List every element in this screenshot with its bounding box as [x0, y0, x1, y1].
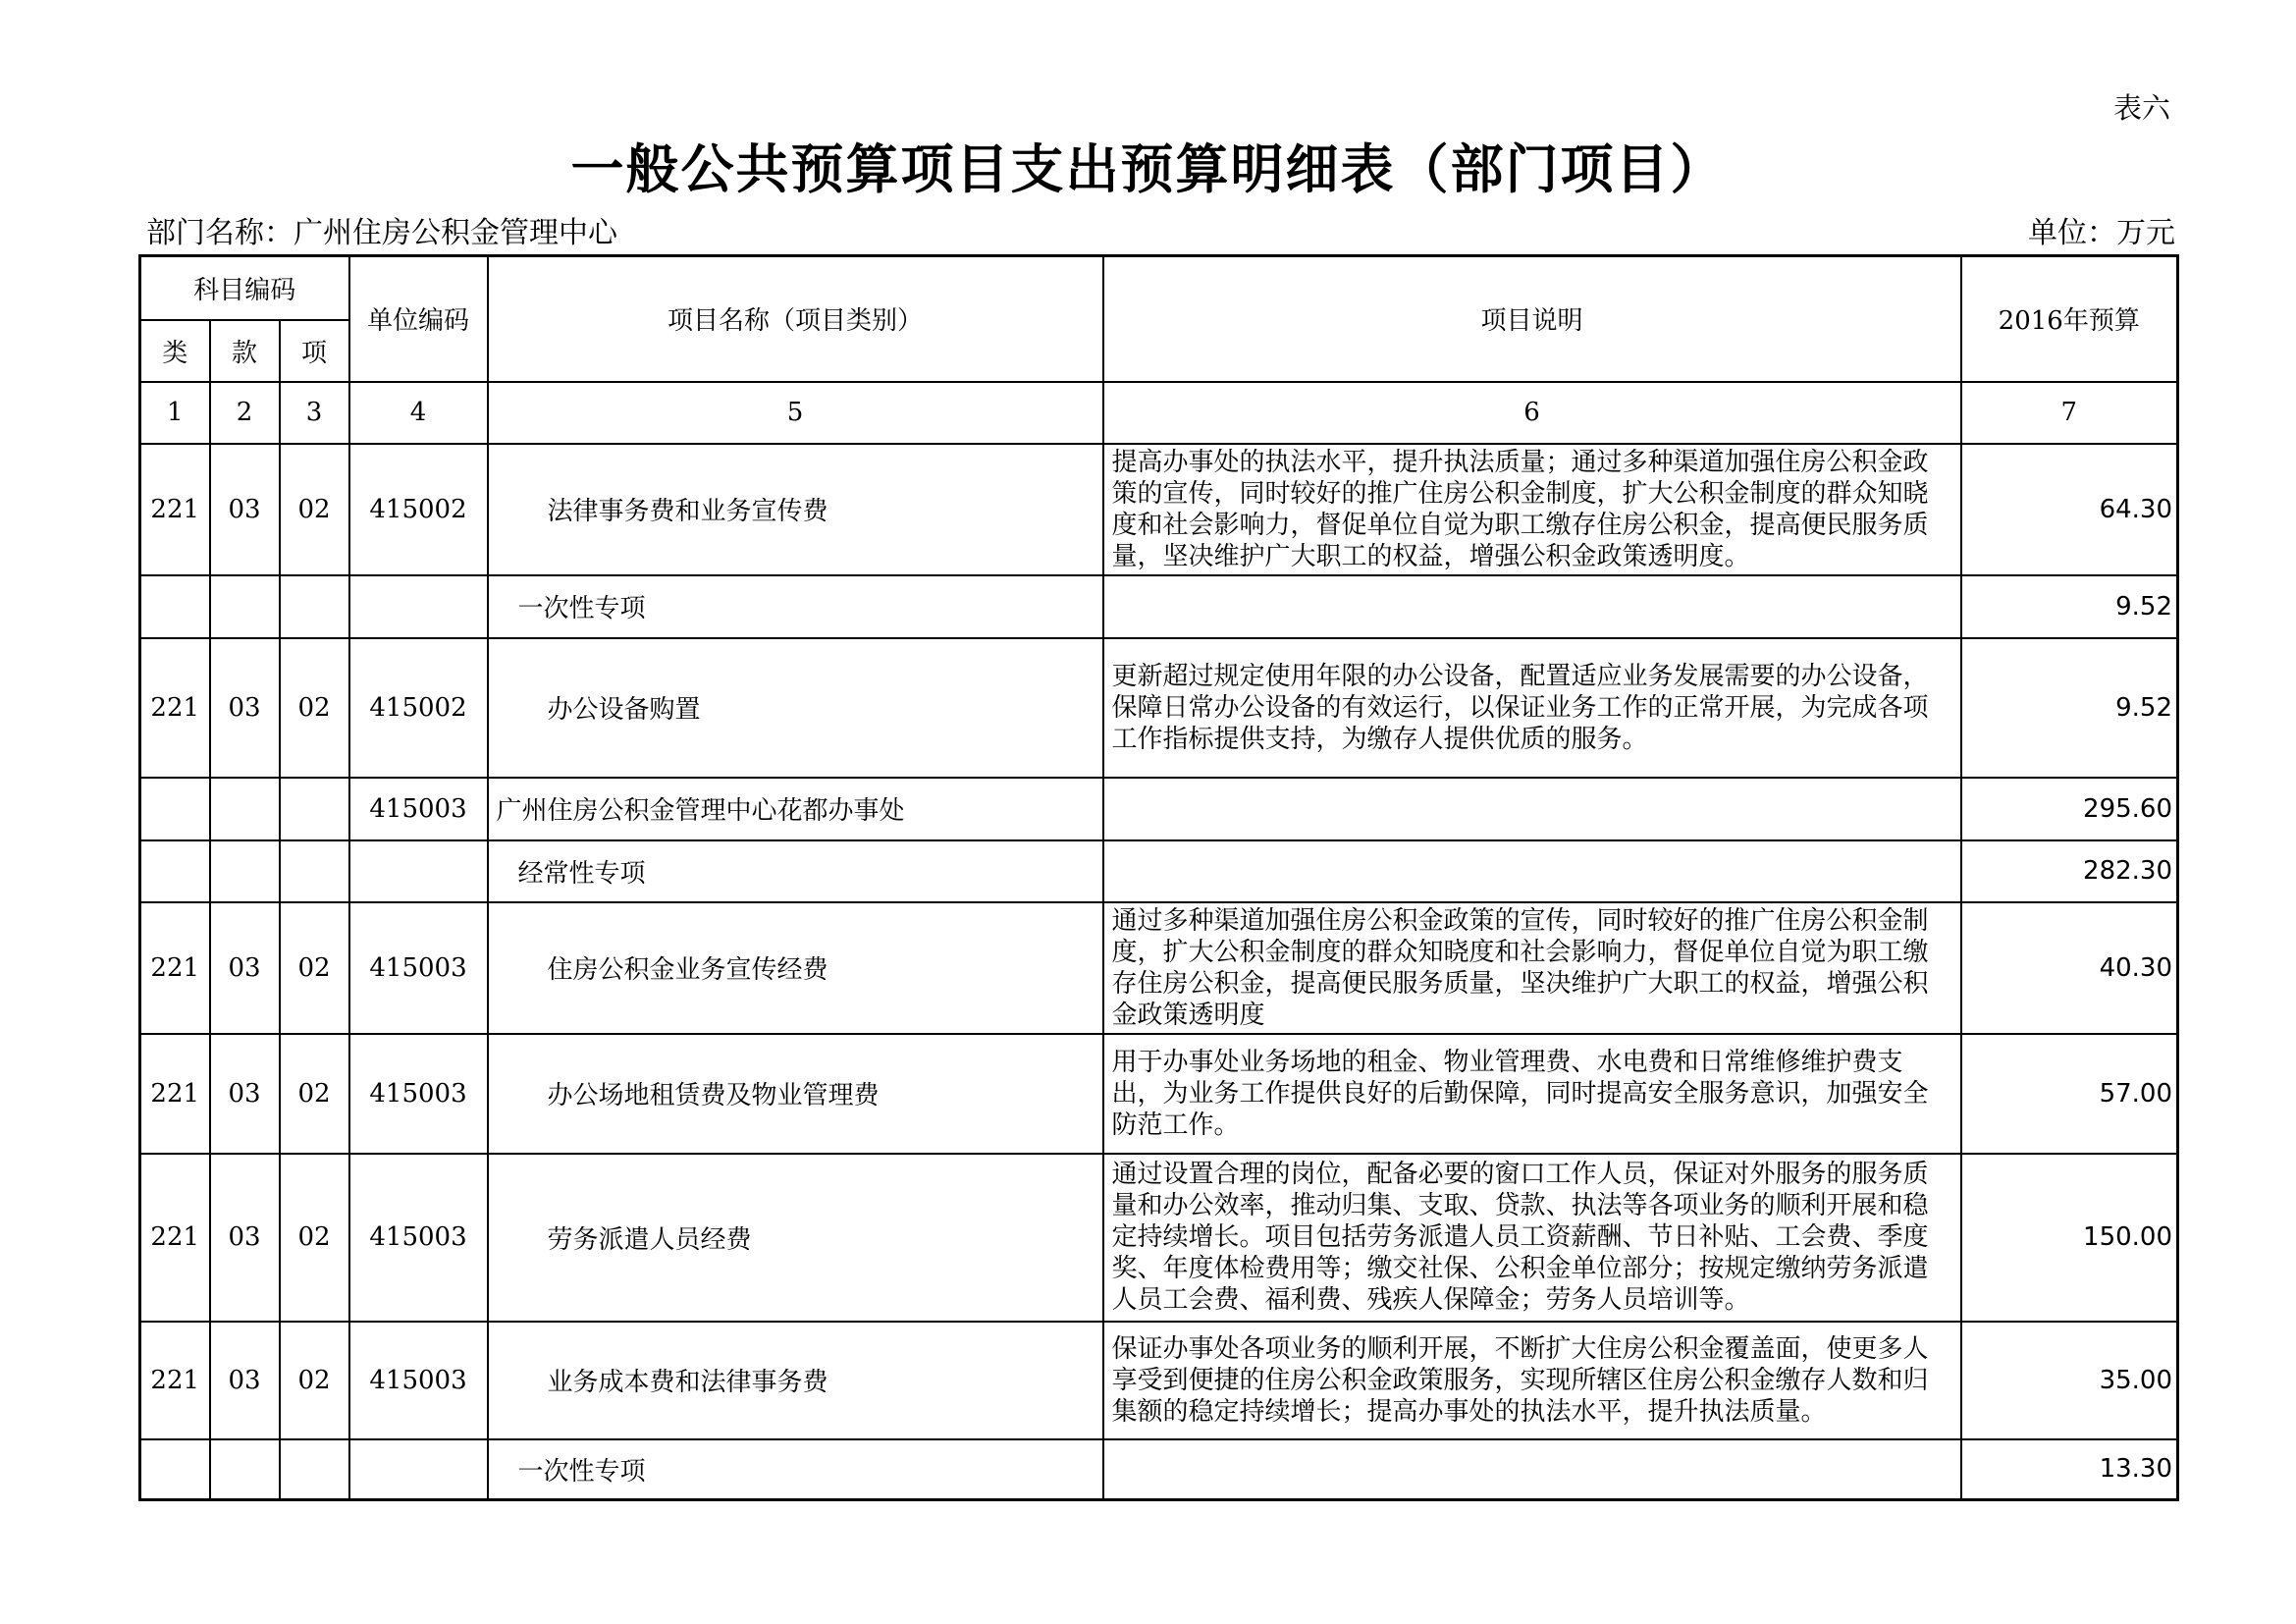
- unit-code-cell: 415002: [349, 444, 488, 575]
- index-cell: 4: [349, 382, 488, 444]
- lei-cell: [140, 575, 210, 638]
- table-row: [140, 575, 2178, 638]
- budget-table: [138, 254, 2179, 1501]
- description-cell: 通过多种渠道加强住房公积金政策的宣传，同时较好的推广住房公积金制度，扩大公积金制度的群众知晓度和社会影响力，督促单位自觉为职工缴存住房公积金，提高便民服务质量，坚决维护广大职工的权益，增强公积金政策透明度: [1103, 902, 1961, 1034]
- description-cell: 通过设置合理的岗位，配备必要的窗口工作人员，保证对外服务的服务质量和办公效率，推动归集、支取、贷款、执法等各项业务的顺利开展和稳定持续增长。项目包括劳务派遣人员工资薪酬、节日补贴、工会费、季度奖、年度体检费用等；缴交社保、公积金单位部分；按规定缴纳劳务派遣人员工会费、福利费、残疾人保障金；劳务人员培训等。: [1103, 1154, 1961, 1322]
- xiang-cell: 02: [280, 638, 349, 778]
- xiang-cell: [280, 840, 349, 902]
- kuan-cell: 03: [210, 1154, 280, 1322]
- xiang-header: 项: [280, 320, 349, 382]
- index-cell: 6: [1103, 382, 1961, 444]
- kuan-cell: [210, 575, 280, 638]
- budget-cell: 57.00: [1961, 1034, 2178, 1154]
- lei-cell: 221: [140, 1034, 210, 1154]
- budget-cell: 9.52: [1961, 575, 2178, 638]
- budget-cell: 282.30: [1961, 840, 2178, 902]
- project-name-cell: 办公场地租赁费及物业管理费: [488, 1034, 1103, 1154]
- xiang-cell: 02: [280, 1322, 349, 1439]
- description-header: 项目说明: [1103, 256, 1961, 382]
- description-cell: 更新超过规定使用年限的办公设备，配置适应业务发展需要的办公设备，保障日常办公设备的有效运行，以保证业务工作的正常开展，为完成各项工作指标提供支持，为缴存人提供优质的服务。: [1103, 638, 1961, 778]
- budget-cell: 13.30: [1961, 1439, 2178, 1500]
- kuan-cell: 03: [210, 1322, 280, 1439]
- unit-code-cell: 415002: [349, 638, 488, 778]
- kuan-cell: [210, 778, 280, 840]
- project-name-header: 项目名称（项目类别）: [488, 256, 1103, 382]
- table-row: [140, 444, 2178, 575]
- index-cell: 2: [210, 382, 280, 444]
- kuan-header: 款: [210, 320, 280, 382]
- table-row: [140, 840, 2178, 902]
- xiang-cell: 02: [280, 444, 349, 575]
- xiang-cell: 02: [280, 902, 349, 1034]
- kuan-cell: [210, 840, 280, 902]
- index-cell: 1: [140, 382, 210, 444]
- kuan-cell: 03: [210, 1034, 280, 1154]
- unit-code-header: 单位编码: [349, 256, 488, 382]
- xiang-cell: 02: [280, 1154, 349, 1322]
- budget-cell: 295.60: [1961, 778, 2178, 840]
- xiang-cell: [280, 575, 349, 638]
- budget-header: 2016年预算: [1961, 256, 2178, 382]
- budget-cell: 9.52: [1961, 638, 2178, 778]
- budget-cell: 150.00: [1961, 1154, 2178, 1322]
- index-cell: 7: [1961, 382, 2178, 444]
- unit-code-cell: 415003: [349, 1322, 488, 1439]
- unit-code-cell: 415003: [349, 778, 488, 840]
- description-cell: 提高办事处的执法水平，提升执法质量；通过多种渠道加强住房公积金政策的宣传，同时较好的推广住房公积金制度，扩大公积金制度的群众知晓度和社会影响力，督促单位自觉为职工缴存住房公积金，提高便民服务质量，坚决维护广大职工的权益，增强公积金政策透明度。: [1103, 444, 1961, 575]
- table-row: [140, 902, 2178, 1034]
- subject-code-header: 科目编码: [140, 256, 349, 320]
- unit-code-cell: 415003: [349, 902, 488, 1034]
- page-title: 一般公共预算项目支出预算明细表（部门项目）: [570, 138, 1726, 200]
- project-category-cell: 经常性专项: [488, 840, 1103, 902]
- lei-cell: 221: [140, 1154, 210, 1322]
- project-name-cell: 业务成本费和法律事务费: [488, 1322, 1103, 1439]
- budget-cell: 64.30: [1961, 444, 2178, 575]
- xiang-cell: [280, 778, 349, 840]
- project-name-cell: 法律事务费和业务宣传费: [488, 444, 1103, 575]
- table-row: [140, 1322, 2178, 1439]
- index-row: [140, 382, 2178, 444]
- table-row: [140, 1439, 2178, 1500]
- lei-cell: 221: [140, 1322, 210, 1439]
- project-category-cell: 一次性专项: [488, 1439, 1103, 1500]
- budget-cell: 35.00: [1961, 1322, 2178, 1439]
- unit-code-cell: [349, 1439, 488, 1500]
- project-category-cell: 一次性专项: [488, 575, 1103, 638]
- unit-code-cell: 415003: [349, 1154, 488, 1322]
- description-cell: 保证办事处各项业务的顺利开展，不断扩大住房公积金覆盖面，使更多人享受到便捷的住房公积金政策服务，实现所辖区住房公积金缴存人数和归集额的稳定持续增长；提高办事处的执法水平，提升执法质量。: [1103, 1322, 1961, 1439]
- xiang-cell: [280, 1439, 349, 1500]
- kuan-cell: 03: [210, 638, 280, 778]
- department-name: 部门名称：广州住房公积金管理中心: [146, 216, 617, 250]
- budget-cell: 40.30: [1961, 902, 2178, 1034]
- unit-label: 单位：万元: [2028, 216, 2175, 250]
- index-cell: 3: [280, 382, 349, 444]
- unit-code-cell: 415003: [349, 1034, 488, 1154]
- description-cell: [1103, 778, 1961, 840]
- project-name-cell: 办公设备购置: [488, 638, 1103, 778]
- project-name-cell: 劳务派遣人员经费: [488, 1154, 1103, 1322]
- unit-code-cell: [349, 575, 488, 638]
- xiang-cell: 02: [280, 1034, 349, 1154]
- table-row: [140, 1154, 2178, 1322]
- lei-cell: [140, 1439, 210, 1500]
- kuan-cell: 03: [210, 444, 280, 575]
- table-row: [140, 1034, 2178, 1154]
- description-cell: [1103, 1439, 1961, 1500]
- unit-code-cell: [349, 840, 488, 902]
- lei-cell: 221: [140, 444, 210, 575]
- header-row-1: [140, 256, 2178, 320]
- lei-cell: 221: [140, 902, 210, 1034]
- table-row: [140, 638, 2178, 778]
- kuan-cell: 03: [210, 902, 280, 1034]
- table-row: [140, 778, 2178, 840]
- description-cell: [1103, 840, 1961, 902]
- lei-cell: [140, 840, 210, 902]
- index-cell: 5: [488, 382, 1103, 444]
- kuan-cell: [210, 1439, 280, 1500]
- lei-cell: 221: [140, 638, 210, 778]
- lei-header: 类: [140, 320, 210, 382]
- lei-cell: [140, 778, 210, 840]
- description-cell: 用于办事处业务场地的租金、物业管理费、水电费和日常维修维护费支出，为业务工作提供良好的后勤保障，同时提高安全服务意识，加强安全防范工作。: [1103, 1034, 1961, 1154]
- organization-name-cell: 广州住房公积金管理中心花都办事处: [488, 778, 1103, 840]
- description-cell: [1103, 575, 1961, 638]
- table-number-label: 表六: [2112, 91, 2170, 125]
- project-name-cell: 住房公积金业务宣传经费: [488, 902, 1103, 1034]
